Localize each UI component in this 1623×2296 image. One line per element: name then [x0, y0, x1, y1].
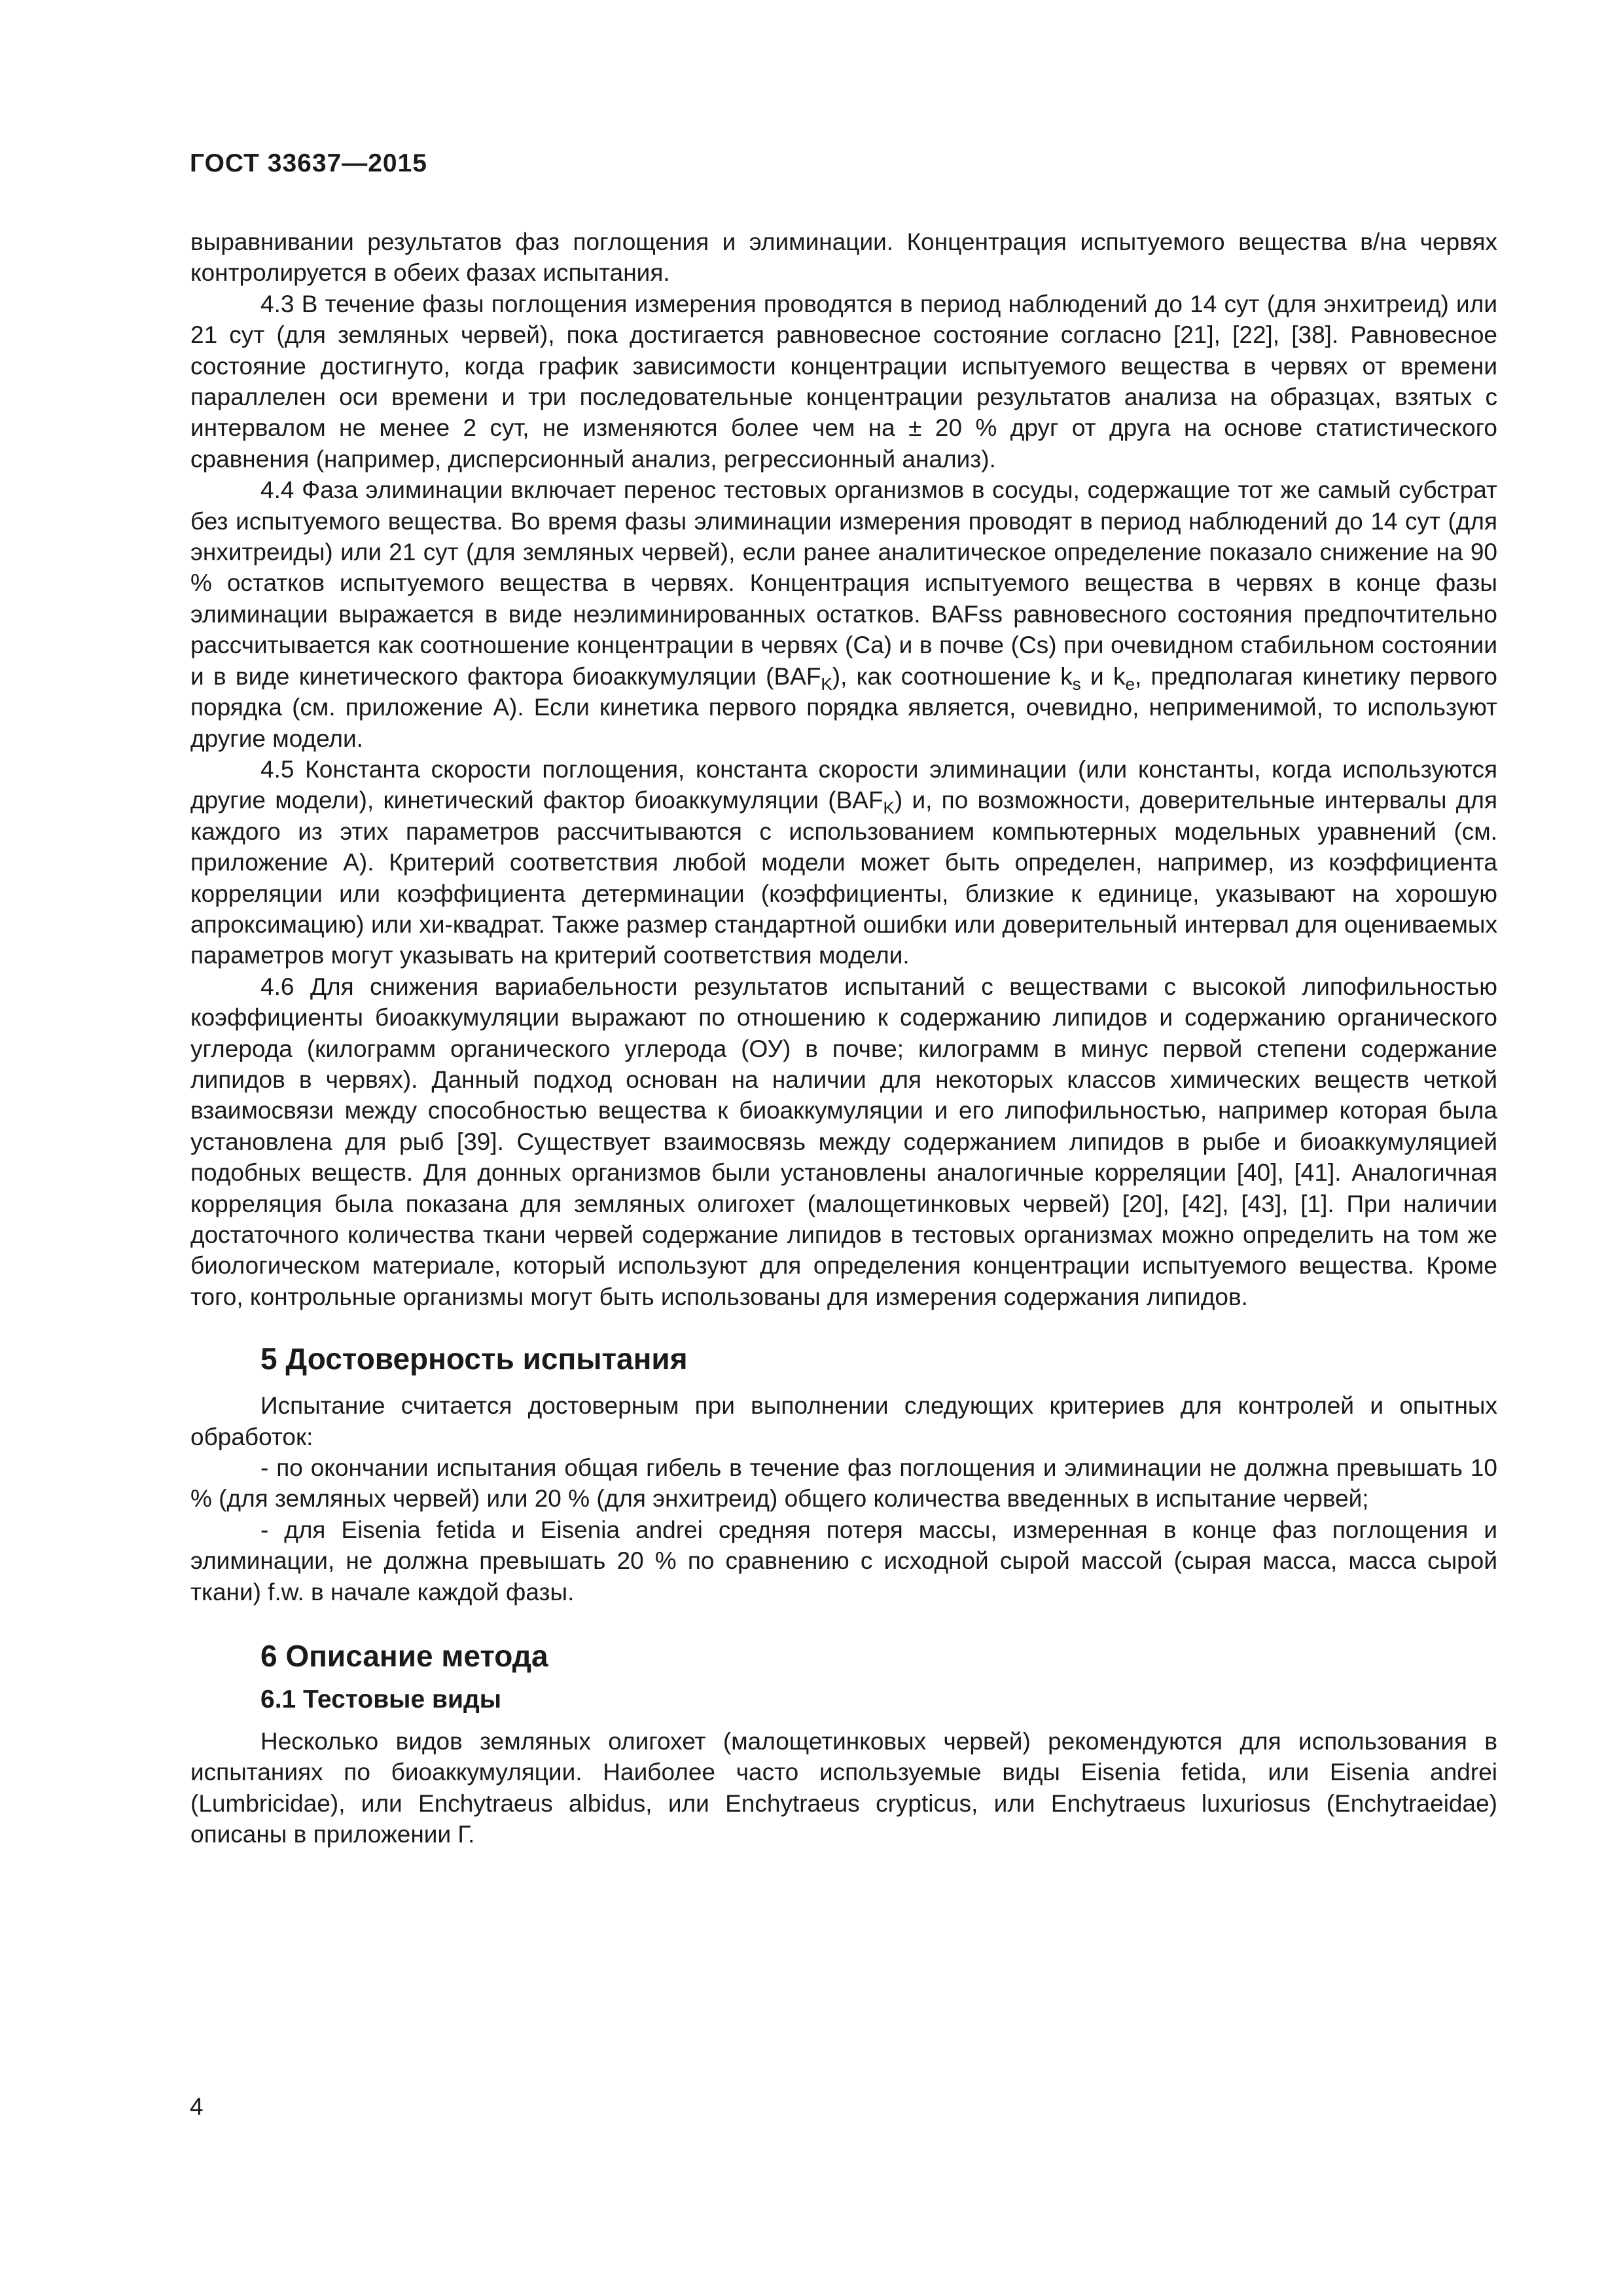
paragraph-4-3: 4.3 В течение фазы поглощения измерения проводятся в период наблюдений до 14 сут (для энхитреид) или 21 сут (для земляных червей), пока достигается равновесное состояние согласно [21], [22], [38]. Равновесное состояние достигнуто, когда график зависимости концентрации испытуемого вещества в червях от времени параллелен оси времени и три последовательные концентрации результатов анализа на образцах, взятых с интервалом не менее 2 сут, не изменяются более чем на ± 20 % друг от друга на основе статистического сравнения (например, дисперсионный анализ, регрессионный анализ). — [190, 290, 1497, 473]
paragraph-4-6: 4.6 Для снижения вариабельности результатов испытаний с веществами с высокой липофильностью коэффициенты биоаккумуляции выражают по отношению к содержанию липидов и содержанию органического углерода (килограмм органического углерода (ОУ) в почве; килограмм в минус первой степени содержание липидов в червях). Данный подход основан на наличии для некоторых классов химических веществ четкой взаимосвязи между способностью вещества к биоаккумуляции и его липофильностью, например которая была установлена для рыб [39]. Существует взаимосвязь между содержанием липидов в рыбе и биоаккумуляцией подобных веществ. Для донных организмов были установлены аналогичные корреляции [40], [41]. Аналогичная корреляция была показана для земляных олигохет (малощетинковых червей) [20], [42], [43], [1]. При наличии достаточного количества ткани червей содержание липидов в тестовых организмах можно определить на том же биологическом материале, который используют для определения концентрации испытуемого вещества. Кроме того, контрольные организмы могут быть использованы для измерения содержания липидов. — [190, 973, 1497, 1310]
subscript: e — [1125, 673, 1135, 694]
subscript: K — [821, 673, 832, 694]
document-body — [190, 226, 1497, 1850]
page-number: 4 — [190, 2093, 204, 2120]
paragraph-4-5 — [190, 754, 1497, 971]
text-run: ) и, по возможности, доверительные интервалы для каждого из этих параметров рассчитываются с использованием компьютерных модельных уравнений (см. приложение А). Критерий соответствия любой модели может быть определен, например, из коэффициента корреляции или коэффициента детерминации (коэффициенты, близкие к единице, указывают на хорошую апроксимацию) или хи-квадрат. Также размер стандартной ошибки или доверительный интервал для оцениваемых параметров могут указывать на критерий соответствия модели. — [190, 787, 1497, 969]
text-run: 4.5 Константа скорости поглощения, константа скорости элиминации (или константы, когда используются другие модели), кинетический фактор биоаккумуляции (BAF — [190, 755, 1497, 814]
standard-code-header: ГОСТ 33637—2015 — [190, 149, 427, 177]
subscript: K — [883, 798, 895, 818]
text-run: , предполагая кинетику первого порядка (см. приложение А). Если кинетика первого порядка является, очевидно, неприменимой, то используют другие модели. — [190, 662, 1497, 752]
subsection-6-1-text: Несколько видов земляных олигохет (малощетинковых червей) рекомендуются для использования в испытаниях по биоаккумуляции. Наиболее часто используемые виды Eisenia fetida, или Eisenia andrei (Lumbricidae), или Enchytraeus albidus, или Enchytraeus crypticus, или Enchytraeus luxuriosus (Enchytraeidae) описаны в приложении Г. — [190, 1728, 1497, 1848]
section-5-intro: Испытание считается достоверным при выполнении следующих критериев для контролей и опытных обработок: — [190, 1392, 1497, 1450]
text-run: ), как соотношение k — [832, 662, 1073, 690]
section-5-criterion-1: - по окончании испытания общая гибель в течение фаз поглощения и элиминации не должна превышать 10 % (для земляных червей) или 20 % (для энхитреид) общего количества введенных в испытание червей; — [190, 1454, 1497, 1513]
section-5-heading: 5 Достоверность испытания — [260, 1342, 688, 1376]
subsection-6-1-heading: 6.1 Тестовые виды — [260, 1685, 502, 1714]
text-run: 4.4 Фаза элиминации включает перенос тестовых организмов в сосуды, содержащие тот же самый субстрат без испытуемого вещества. Во время фазы элиминации измерения проводят в период наблюдений до 14 сут (для энхитреиды) или 21 сут (для земляных червей), если ранее аналитическое определение показало снижение на 90 % остатков испытуемого вещества в червях. Концентрация испытуемого вещества в червях в конце фазы элиминации выражается в виде неэлиминированных остатков. BAFss равновесного состояния предпочтительно рассчитывается как соотношение концентрации в червях (Ca) и в почве (Cs) при очевидном стабильном состоянии и в виде кинетического фактора биоаккумуляции (BAF — [190, 476, 1497, 690]
text-run: и k — [1080, 662, 1126, 690]
paragraph-4-4 — [190, 475, 1497, 754]
section-5-criterion-2: - для Eisenia fetida и Eisenia andrei средняя потеря массы, измеренная в конце фаз поглощения и элиминации, не должна превышать 20 % по сравнению с исходной сырой массой (сырая масса, масса сырой ткани) f.w. в начале каждой фазы. — [190, 1516, 1497, 1605]
paragraph-continuation: выравнивании результатов фаз поглощения и элиминации. Концентрация испытуемого вещества в/на червях контролируется в обеих фазах испытания. — [190, 228, 1497, 287]
subscript: s — [1072, 673, 1081, 694]
section-6-heading: 6 Описание метода — [260, 1639, 548, 1674]
